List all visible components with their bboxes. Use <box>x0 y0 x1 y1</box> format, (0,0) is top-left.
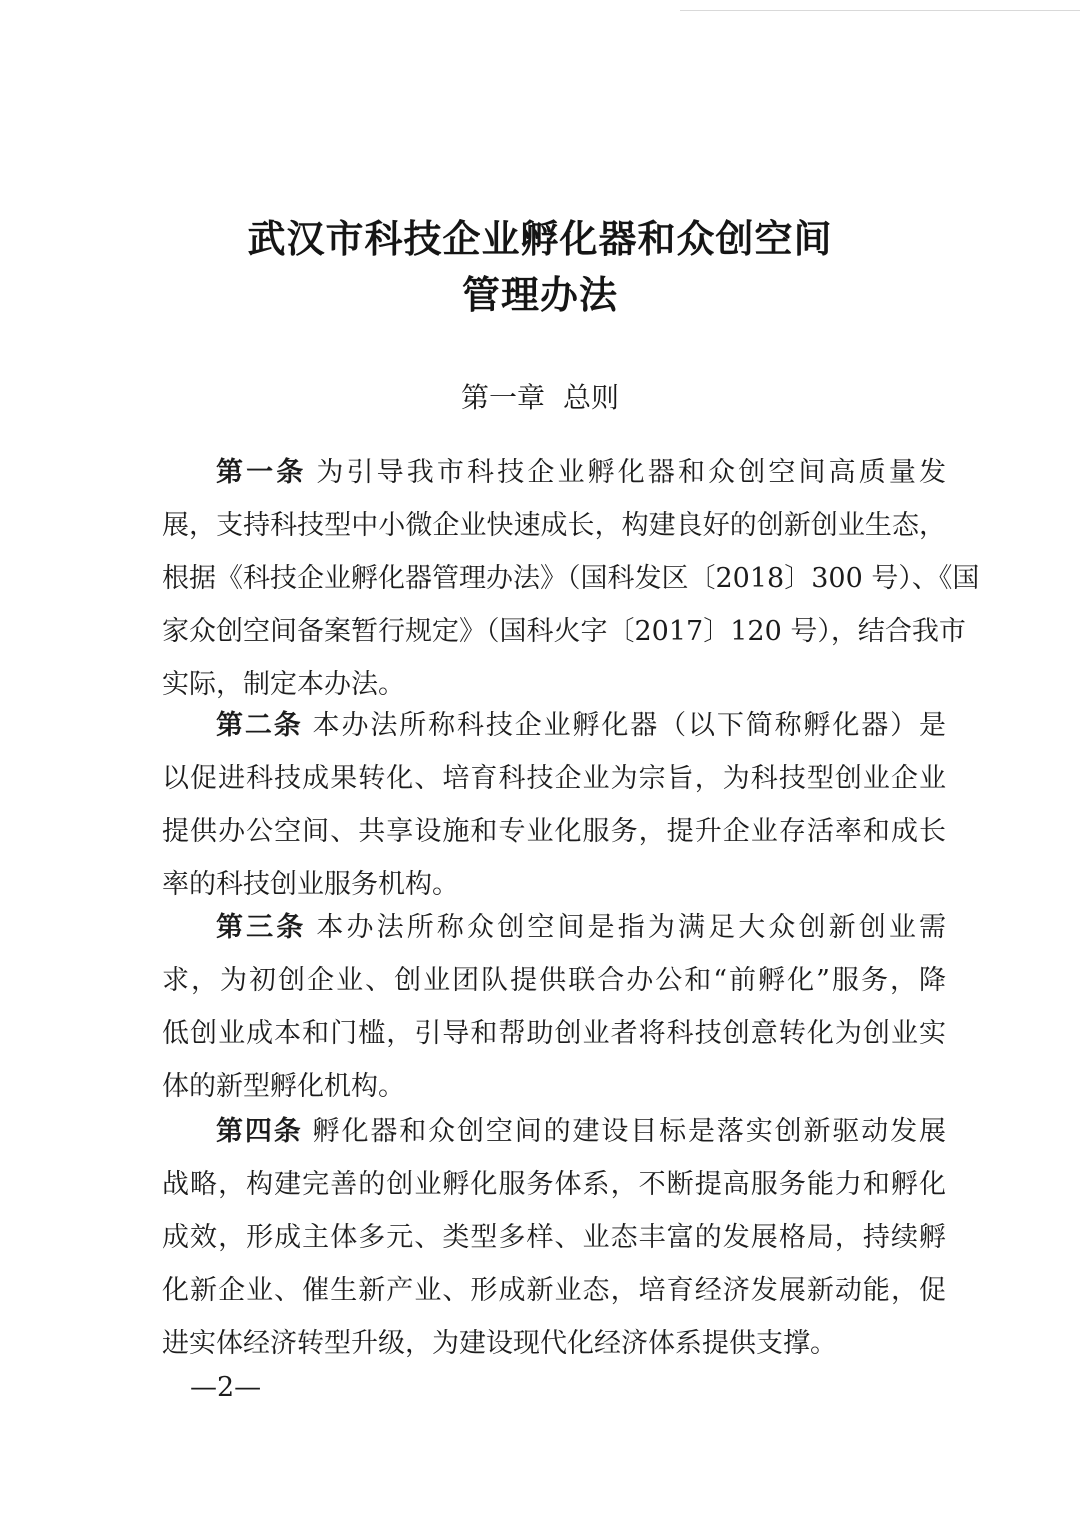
article-line: 率的科技创业服务机构。 <box>162 869 459 900</box>
article-line: 化新企业、催生新产业、形成新业态，培育经济发展新动能，促 <box>162 1275 946 1306</box>
article-line: 实际，制定本办法。 <box>162 669 405 700</box>
scan-edge-line <box>680 10 1080 11</box>
article-line: 低创业成本和门槛，引导和帮助创业者将科技创意转化为创业实 <box>162 1018 946 1049</box>
article-heading: 第二条 <box>216 710 303 741</box>
article-text: 孵化器和众创空间的建设目标是落实创新驱动发展 <box>312 1116 946 1147</box>
article-line: 提供办公空间、共享设施和专业化服务，提升企业存活率和成长 <box>162 816 946 847</box>
article-line: 以促进科技成果转化、培育科技企业为宗旨，为科技型创业企业 <box>162 763 946 794</box>
chapter-number: 第一章 <box>460 381 545 414</box>
article-line <box>216 453 946 493</box>
article-heading: 第三条 <box>216 912 307 943</box>
article-line: 根据《科技企业孵化器管理办法》（国科发区〔2018〕300 号）、《国 <box>162 563 980 594</box>
page-number: —2— <box>190 1372 262 1403</box>
document-title-line-1: 武汉市科技企业孵化器和众创空间 <box>247 217 833 261</box>
article-line <box>216 908 946 948</box>
chapter-name: 总则 <box>563 381 620 414</box>
article-line: 家众创空间备案暂行规定》（国科火字〔2017〕120 号），结合我市 <box>162 616 966 647</box>
article-heading: 第四条 <box>216 1116 303 1147</box>
chapter-heading <box>0 378 1080 418</box>
article-line: 进实体经济转型升级，为建设现代化经济体系提供支撑。 <box>162 1328 837 1359</box>
article-text: 为引导我市科技企业孵化器和众创空间高质量发 <box>316 457 947 488</box>
article-line <box>216 706 946 746</box>
article-line <box>216 1112 946 1152</box>
article-heading: 第一条 <box>216 457 307 488</box>
article-text: 本办法所称众创空间是指为满足大众创新创业需 <box>316 912 947 943</box>
article-line: 成效，形成主体多元、类型多样、业态丰富的发展格局，持续孵 <box>162 1222 946 1253</box>
article-line: 展，支持科技型中小微企业快速成长，构建良好的创新创业生态， <box>162 510 946 541</box>
document-title-line-2: 管理办法 <box>461 273 618 317</box>
article-line: 求，为初创企业、创业团队提供联合办公和“前孵化”服务，降 <box>162 965 946 996</box>
article-line: 战略，构建完善的创业孵化服务体系，不断提高服务能力和孵化 <box>162 1169 946 1200</box>
article-text: 本办法所称科技企业孵化器（以下简称孵化器）是 <box>312 710 946 741</box>
article-line: 体的新型孵化机构。 <box>162 1071 405 1102</box>
